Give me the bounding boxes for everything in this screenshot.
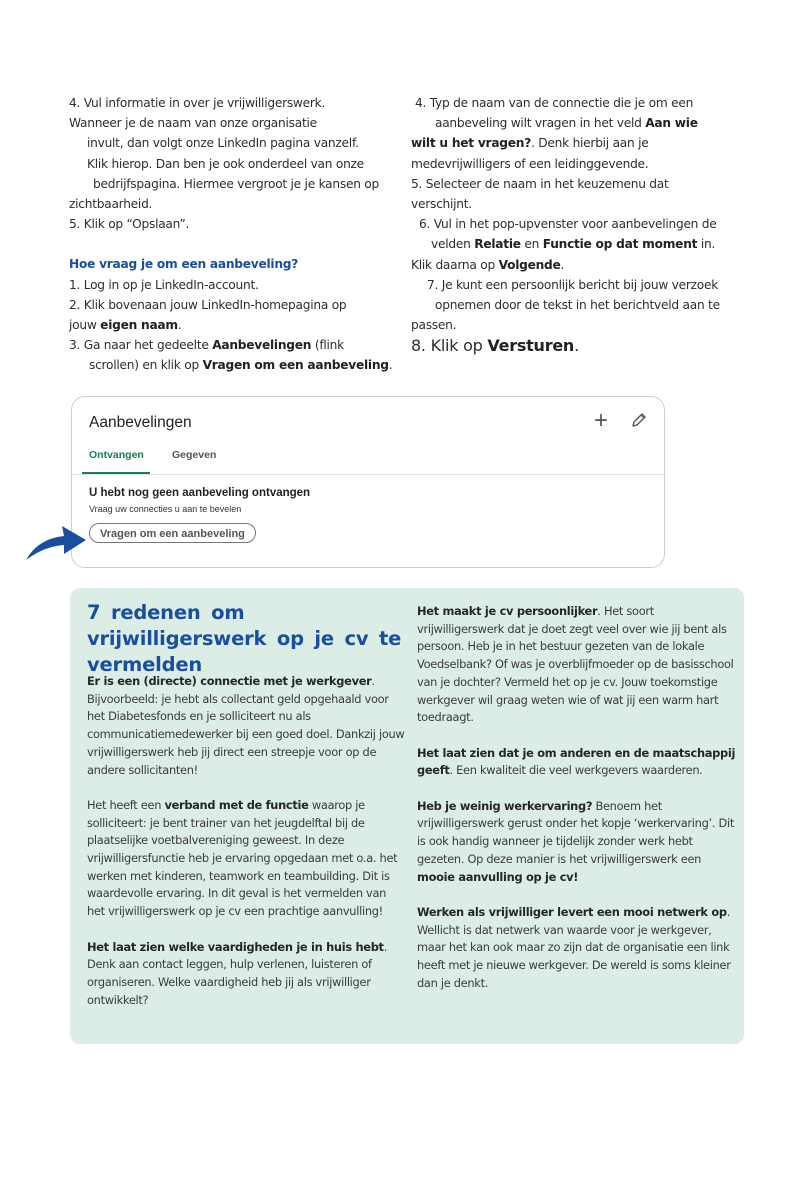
reason-4 [417,603,737,727]
text: Klik daarna op [411,257,499,272]
text: . [177,318,182,333]
reason-1 [87,673,407,779]
card-title: Aanbevelingen [89,414,192,431]
reason-text: Het heeft een [87,797,165,812]
step-7-line: passen. [411,318,457,333]
reason-2 [87,797,407,921]
step-2-line: 2. Klik bovenaan jouw LinkedIn-homepagina op [69,297,347,312]
plus-icon[interactable]: + [594,407,609,434]
empty-state-title: U hebt nog geen aanbeveling ontvangen [89,487,311,499]
right-instructions-column [411,93,751,357]
reason-6 [417,798,737,887]
step-7-line: 7. Je kunt een persoonlijk bericht bij jouw verzoek [427,277,719,292]
reason-heading: Het laat zien dat je om anderen en de maatschappij geeft [417,745,736,778]
reason-heading: Werken als vrijwilliger levert een mooi netwerk op [417,904,727,919]
text: 3. Ga naar het gedeelte [69,338,213,353]
tab-ontvangen[interactable]: Ontvangen [89,449,144,461]
text: scrollen) en klik op [89,358,203,373]
step-4-line: 4. Typ de naam van de connectie die je om een [415,96,694,110]
reason-text: Benoem het vrijwilligerswerk gerust onder het kopje ‘werkervaring’. Dit is ook handig wanneer je tijdelijk zonder werk hebt gezeten. Op deze manier is het vrijwilligerswerk een [417,798,734,866]
step-2-line [69,315,409,335]
step-4-line: zichtbaarheid. [69,197,153,212]
bold-text: Aanbevelingen [212,338,312,353]
bold-text: wilt u het vragen? [411,136,532,151]
bold-text: Aan wie [645,116,698,131]
bold-text: Vragen om een aanbeveling [202,358,389,373]
step-8-line [411,335,751,357]
step-6-line: 6. Vul in het pop-upvenster voor aanbevelingen de [419,217,717,232]
reason-heading: verband met de functie [164,797,309,812]
reasons-right-column [417,603,737,1010]
reason-7 [417,904,737,993]
active-tab-indicator [82,472,150,474]
reason-text: . Wellicht is dat netwerk van waarde voor je werkgever, maar het kan ook maar zo zijn dat de organisatie een link heeft met je nieuwe werkgever. De wereld is soms kleiner dan je denkt. [417,904,731,990]
text: jouw [69,318,101,333]
step-1-line: 1. Log in op je LinkedIn-account. [69,277,259,292]
reason-heading: Er is een (directe) connectie met je werkgever [87,674,372,688]
linkedin-recommendations-card [71,396,665,568]
text: 8. Klik op [411,336,488,356]
section-heading: Hoe vraag je om een aanbeveling? [69,257,299,272]
bold-text: Versturen [487,336,575,356]
text: . [574,336,579,356]
reason-3 [87,939,407,1010]
reason-text: . Een kwaliteit die veel werkgevers waarderen. [449,763,703,778]
info-box-title: 7 redenen om vrijwilligerswerk op je cv te vermelden [87,601,402,676]
text: aanbeveling wilt vragen in het veld [435,116,646,131]
step-5-line: verschijnt. [411,197,472,212]
bold-text: Functie op dat moment [542,237,698,252]
text: in. [697,237,716,252]
pencil-icon[interactable] [630,411,648,429]
reasons-left-column [87,673,407,1027]
text: . Denk hierbij aan je [531,136,649,151]
step-4-line: Klik hierop. Dan ben je ook onderdeel van onze [87,156,364,171]
text: . [560,257,565,272]
step-5-line: 5. Selecteer de naam in het keuzemenu dat [411,176,669,191]
step-4-line: bedrijfspagina. Hiermee vergroot je je kansen op [93,176,379,191]
step-6-line [411,234,751,254]
step-3-line [69,355,409,375]
ask-recommendation-button[interactable]: Vragen om een aanbeveling [89,523,256,543]
step-7-line: opnemen door de tekst in het berichtveld aan te [435,298,720,313]
reason-text: . Het soort vrijwilligerswerk dat je doet zegt veel over wie jij bent als persoon. Heb je in het bestuur gezeten van de lokale Voedselbank? Of was je overblijfmoeder op de basisschool van je dochter? Vermeld het op je cv. Jouw toekomstige werkgever wil graag weten wie of wat jij een warm hart toedraagt. [417,604,734,725]
bold-text: Relatie [474,237,521,252]
step-3-line [69,335,409,355]
reason-heading: Het laat zien welke vaardigheden je in huis hebt [87,939,384,954]
text: . [388,358,393,373]
step-4-line: Wanneer je de naam van onze organisatie [69,116,317,131]
tab-divider [72,474,664,475]
reason-5 [417,745,737,780]
step-4-line: 4. Vul informatie in over je vrijwilligerswerk. [69,96,326,110]
left-instructions-column [69,93,409,376]
step-4-line: medevrijwilligers of een leidinggevende. [411,156,649,171]
reason-text: waarop je solliciteert: je bent trainer van het jeugdelftal bij de plaatselijke voetbalvereniging geweest. In deze vrijwilligersfunctie heb je ervaring opgedaan met o.a. het werken met kinderen, teamwork en teambuilding. Dit is waardevolle ervaring. In dit geval is het vermelden van het vrijwilligerswerk op je cv een prachtige aanvulling! [87,797,398,919]
reason-heading: Het maakt je cv persoonlijker [417,604,598,618]
text: velden [431,237,475,252]
pointing-arrow-icon [24,518,88,562]
bold-text: Volgende [498,257,561,272]
text: (flink [311,338,344,353]
reason-text: . Bijvoorbeeld: je hebt als collectant geld opgehaald voor het Diabetesfonds en je solliciteert nu als communicatiemedewerker bij een goed doel. Dankzij jouw vrijwilligerswerk heb jij direct een streepje voor op de andere sollicitanten! [87,674,405,777]
text: en [520,237,543,252]
reason-heading: Heb je weinig werkervaring? [417,798,593,813]
reason-text: . Denk aan contact leggen, hulp verlenen, luisteren of organiseren. Welke vaardigheid heb jij als vrijwilliger ontwikkelt? [87,939,388,1007]
step-4-line [411,113,751,133]
step-6-line [411,255,751,275]
empty-state-subtitle: Vraag uw connecties u aan te bevelen [89,504,242,514]
reason-heading: mooie aanvulling op je cv! [417,869,579,884]
step-4-line [411,133,751,153]
bold-text: eigen naam [100,318,178,333]
tab-gegeven[interactable]: Gegeven [172,449,217,461]
step-4-line: invult, dan volgt onze LinkedIn pagina vanzelf. [87,136,359,151]
step-5-line: 5. Klik op “Opslaan”. [69,217,190,232]
